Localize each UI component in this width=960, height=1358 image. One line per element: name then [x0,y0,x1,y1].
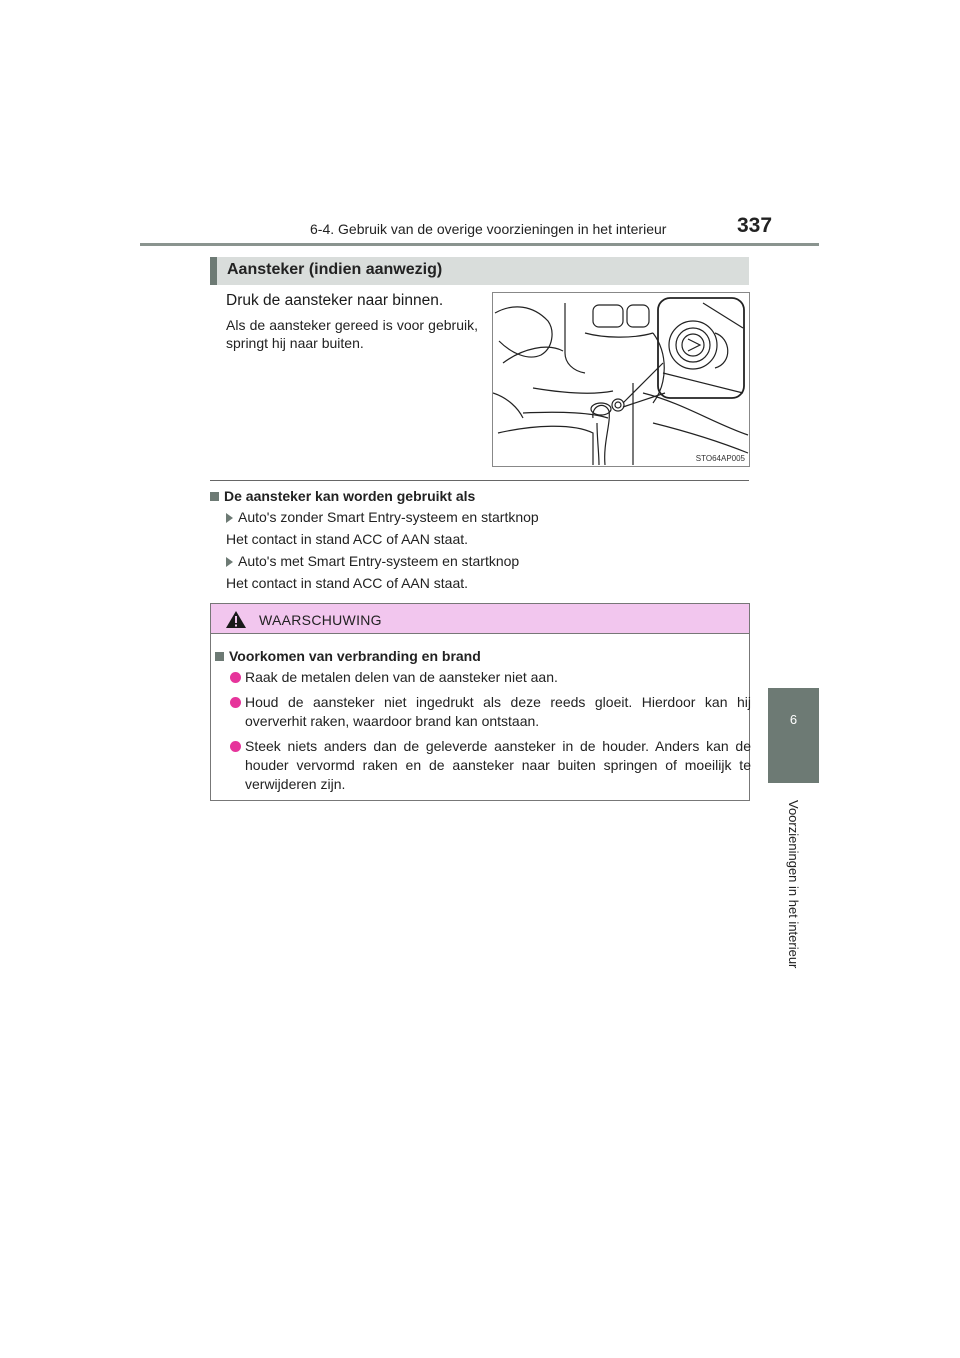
warning-box [210,603,750,801]
usage-heading [210,488,475,504]
chapter-tab [768,688,819,783]
usage-condition-text: Auto's met Smart Entry-systeem en startknop [238,553,520,569]
bullet-dot-icon [230,741,241,752]
dashboard-lighter-drawing [493,293,749,466]
step-note: Als de aansteker gereed is voor gebruik, springt hij naar buiten. [226,317,478,351]
header-divider [140,243,819,246]
warning-triangle-icon [225,610,247,629]
warning-heading [215,648,481,664]
triangle-bullet-icon [226,557,233,567]
section-heading [210,257,749,285]
warning-heading-text: Voorkomen van verbranding en brand [229,648,481,664]
square-bullet-icon [210,492,219,501]
triangle-bullet-icon [226,513,233,523]
step-instruction: Druk de aansteker naar binnen. [226,292,444,309]
content-divider [210,480,749,481]
chapter-number: 6 [789,712,798,727]
warning-bullet-text: Steek niets anders dan de geleverde aansteker in de houder. Anders kan de houder vervormd raken en de aansteker naar buiten springen of moeilijk te verwijderen zijn. [245,738,751,792]
usage-text-2: Het contact in stand ACC of AAN staat. [226,575,469,591]
usage-condition-1 [226,509,539,525]
warning-bullet-text: Raak de metalen delen van de aansteker niet aan. [245,669,558,685]
usage-text-1: Het contact in stand ACC of AAN staat. [226,531,469,547]
bullet-dot-icon [230,697,241,708]
lighter-illustration [492,292,750,467]
section-header-title: 6-4. Gebruik van de overige voorzieningen in het interieur [310,221,667,237]
chapter-label: Voorzieningen in het interieur [786,800,801,969]
warning-title: WAARSCHUWING [259,612,382,628]
bullet-dot-icon [230,672,241,683]
page-number: 337 [737,214,773,237]
warning-bullet-text: Houd de aansteker niet ingedrukt als deze reeds gloeit. Hierdoor kan hij oververhit raken, waardoor brand kan ontstaan. [245,694,751,729]
usage-condition-2 [226,553,519,569]
figure-code: STO64AP005 [695,454,745,463]
warning-title-bar [211,604,749,634]
section-heading-text: Aansteker (indien aanwezig) [227,261,443,278]
square-bullet-icon [215,652,224,661]
usage-heading-text: De aansteker kan worden gebruikt als [224,488,476,504]
usage-condition-text: Auto's zonder Smart Entry-systeem en startknop [238,509,539,525]
